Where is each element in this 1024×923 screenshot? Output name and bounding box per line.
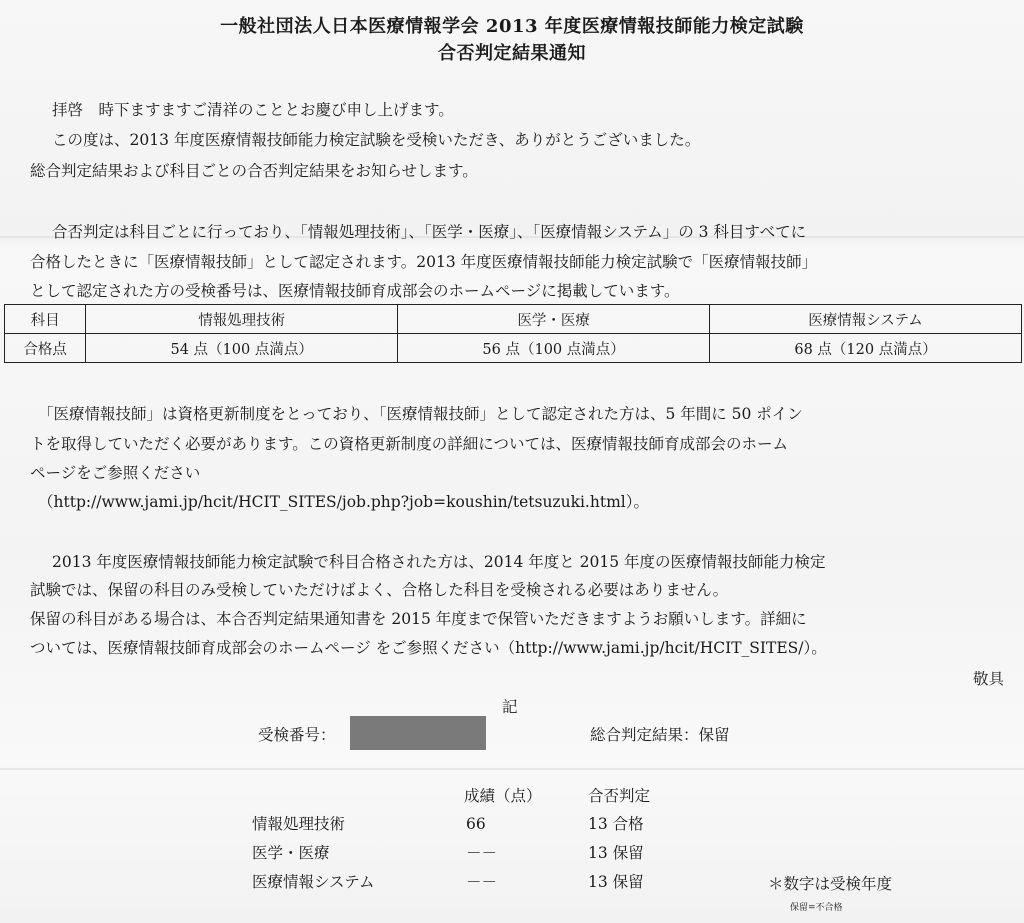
document-title: 一般社団法人日本医療情報学会 2013 年度医療情報技師能力検定試験 bbox=[220, 16, 804, 37]
renewal-line: トを取得していただく必要があります。この資格更新制度の詳細については、医療情報技師育成部会のホーム bbox=[30, 435, 788, 453]
result-judgement: 13 合格 bbox=[588, 815, 644, 833]
score-header: 成績（点） bbox=[464, 787, 542, 805]
result-score: －－ bbox=[466, 873, 498, 891]
document-subtitle: 合否判定結果通知 bbox=[438, 43, 586, 64]
table-header-cell: 医療情報システム bbox=[710, 305, 1022, 334]
result-score: －－ bbox=[466, 844, 498, 862]
thanks-line: この度は、2013 年度医療情報技師能力検定試験を受検いただき、ありがとうございました。 bbox=[52, 131, 701, 149]
criteria-line: 合否判定は科目ごとに行っており、「情報処理技術」、「医学・医療」、「医療情報システム」の 3 科目すべてに bbox=[52, 223, 807, 241]
overall-result: 総合判定結果：保留 bbox=[590, 726, 730, 744]
table-cell: 56 点（100 点満点） bbox=[398, 334, 710, 363]
criteria-line: として認定された方の受検番号は、医療情報技師育成部会のホームページに掲載しています。 bbox=[30, 282, 680, 300]
result-judgement: 13 保留 bbox=[588, 873, 644, 891]
judgement-header: 合否判定 bbox=[588, 787, 651, 805]
closing-word: 敬具 bbox=[972, 670, 1004, 688]
retention-line: ついては、医療情報技師育成部会のホームページ をご参照ください（http://www.jami.jp/hcit/HCIT_SITES/）。 bbox=[30, 639, 827, 657]
table-row bbox=[5, 334, 1022, 363]
paper-fold bbox=[0, 768, 1024, 770]
redacted-exam-number bbox=[350, 716, 486, 750]
retention-line: 試験では、保留の科目のみ受検していただけばよく、合格した科目を受検される必要はありません。 bbox=[30, 581, 729, 599]
renewal-url: （http://www.jami.jp/hcit/HCIT_SITES/job.php?job=koushin/tetsuzuki.html）。 bbox=[38, 493, 649, 511]
retention-line: 2013 年度医療情報技師能力検定試験で科目合格された方は、2014 年度と 2015 年度の医療情報技師能力検定 bbox=[52, 553, 826, 571]
result-subject: 医学・医療 bbox=[252, 844, 330, 862]
record-heading: 記 bbox=[502, 698, 518, 716]
table-cell: 54 点（100 点満点） bbox=[86, 334, 398, 363]
result-subject: 医療情報システム bbox=[252, 873, 375, 891]
result-subject: 情報処理技術 bbox=[252, 815, 346, 833]
criteria-line: 合格したときに「医療情報技師」として認定されます。2013 年度医療情報技師能力検定試験で「医療情報技師」 bbox=[30, 253, 818, 271]
greeting-line: 拝啓 時下ますますご清祥のこととお慶び申し上げます。 bbox=[52, 101, 454, 119]
table-header-cell: 医学・医療 bbox=[398, 305, 710, 334]
renewal-line: ページをご参照ください bbox=[30, 464, 201, 482]
table-row-label: 合格点 bbox=[5, 334, 86, 363]
notice-line: 総合判定結果および科目ごとの合否判定結果をお知らせします。 bbox=[30, 162, 478, 180]
year-note: ＊数字は受検年度 bbox=[768, 875, 893, 893]
table-cell: 68 点（120 点満点） bbox=[710, 334, 1022, 363]
table-header-cell: 情報処理技術 bbox=[86, 305, 398, 334]
exam-number-label: 受検番号： bbox=[258, 726, 336, 744]
result-score: 66 bbox=[466, 815, 486, 833]
renewal-line: 「医療情報技師」は資格更新制度をとっており、「医療情報技師」として認定された方は、5 年間に 50 ポイン bbox=[38, 405, 803, 423]
passing-score-table bbox=[4, 304, 1022, 363]
result-judgement: 13 保留 bbox=[588, 844, 644, 862]
handwritten-note: 保留=不合格 bbox=[790, 903, 843, 913]
table-header-cell: 科目 bbox=[5, 305, 86, 334]
retention-line: 保留の科目がある場合は、本合否判定結果通知書を 2015 年度まで保管いただきますようお願いします。詳細に bbox=[30, 610, 807, 628]
table-header-row bbox=[5, 305, 1022, 334]
